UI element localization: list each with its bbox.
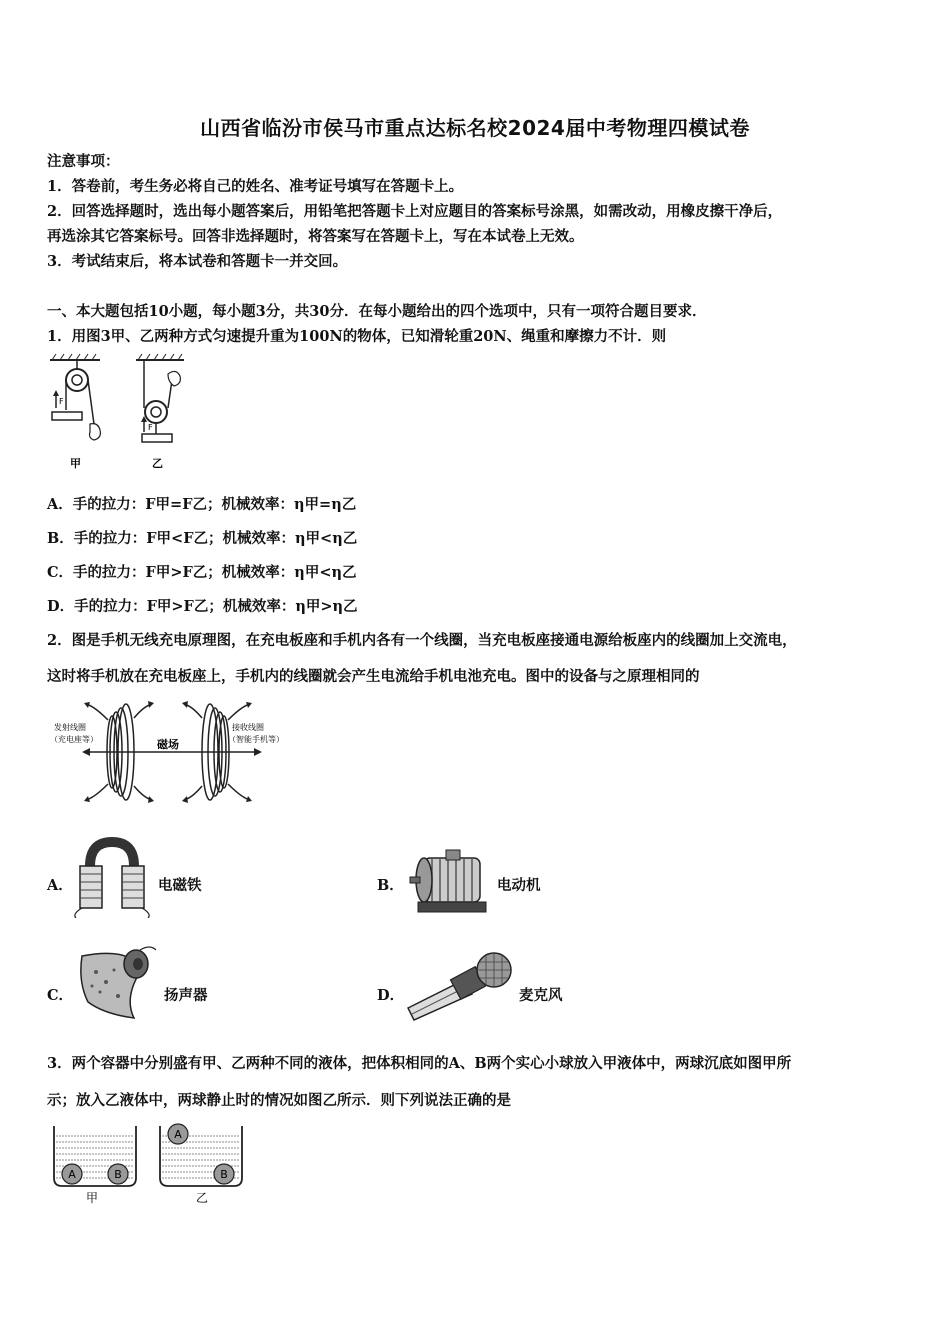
electromagnet-image [70,836,155,918]
option-label: B． [47,530,74,547]
ball-b-label: B [220,1168,228,1181]
question-2-stem: 这时将手机放在充电板座上，手机内的线圈就会产生电流给手机电池充电。图中的设备与之原理相同的 [47,668,700,685]
container-jia [54,1126,136,1205]
q2-option-a-label: A． [47,877,73,894]
microphone-image [404,950,518,1024]
option-label: C． [47,564,74,581]
transmit-coil-label: 发射线圈 [54,723,86,732]
fig-label-yi: 乙 [196,1191,209,1205]
option-label: D． [47,598,75,615]
notice-item: 再选涂其它答案标号。回答非选择题时，将答案写在答题卡上，写在本试卷上无效。 [47,228,584,245]
question-3-stem: 3．两个容器中分别盛有甲、乙两种不同的液体，把体积相同的A、B两个实心小球放入甲液体中，两球沉底如图甲所 [47,1055,792,1072]
question-1-stem: 1．用图3甲、乙两种方式匀速提升重为100N的物体，已知滑轮重20N、绳重和摩擦力不计．则 [47,328,667,345]
notice-item: 1．答卷前，考生务必将自己的姓名、准考证号填写在答题卡上。 [47,178,464,195]
option-text: 手的拉力：F甲=F乙；机械效率：η甲=η乙 [72,496,357,513]
receive-coil-sublabel: （智能手机等） [228,735,284,744]
arrow-right-icon [254,748,262,756]
q1-option-b [47,530,357,548]
notice-heading: 注意事项： [47,153,120,170]
magnetic-field-label: 磁场 [157,738,179,751]
q2-option-b-label: B． [377,877,404,894]
receive-coil-label: 接收线圈 [232,723,264,732]
option-text: 手的拉力：F甲>F乙；机械效率：η甲>η乙 [74,598,358,615]
fig-label-jia: 甲 [70,457,81,470]
svg-text:F: F [59,397,64,406]
q2-option-c-text: 扬声器 [164,987,208,1004]
option-label: A． [47,496,73,513]
q2-option-d-label: D． [377,987,405,1004]
fig-label-jia: 甲 [86,1191,99,1205]
section-heading: 一、本大题包括10小题，每小题3分，共30分．在每小题给出的四个选项中，只有一项符合题目要求． [47,303,707,320]
loudspeaker-image [74,942,164,1022]
notice-item: 2．回答选择题时，选出每小题答案后，用铅笔把答题卡上对应题目的答案标号涂黑，如需改动，用橡皮擦干净后， [47,203,783,220]
wireless-charging-figure [48,700,298,808]
page-title: 山西省临汾市侯马市重点达标名校2024届中考物理四模试卷 [200,116,750,140]
fig-label-yi: 乙 [152,457,163,470]
notice-item: 3．考试结束后，将本试卷和答题卡一并交回。 [47,253,348,270]
q2-option-a-text: 电磁铁 [158,877,202,894]
container-yi [160,1124,242,1205]
q2-option-b-text: 电动机 [497,877,541,894]
q1-option-c [47,564,357,582]
q2-option-d-text: 麦克风 [519,987,563,1004]
option-text: 手的拉力：F甲>F乙；机械效率：η甲<η乙 [73,564,357,581]
fixed-pulley-diagram [50,354,100,470]
q1-option-a [47,496,356,514]
svg-text:F: F [148,423,153,432]
buoyancy-figure [48,1122,248,1206]
movable-pulley-diagram [136,354,184,470]
ball-a-label: A [174,1128,182,1141]
electric-motor-image [406,846,496,918]
transmit-coil-sublabel: （充电座等） [50,735,98,744]
q1-option-d [47,598,358,616]
pulley-figure [44,352,194,474]
option-text: 手的拉力：F甲<F乙；机械效率：η甲<η乙 [73,530,358,547]
arrow-left-icon [82,748,90,756]
q2-option-c-label: C． [47,987,74,1004]
question-3-stem: 示；放入乙液体中，两球静止时的情况如图乙所示．则下列说法正确的是 [47,1092,511,1109]
question-2-stem: 2．图是手机无线充电原理图，在充电板座和手机内各有一个线圈，当充电板座接通电源给板座内的线圈加上交流电， [47,632,797,649]
ball-b-label: B [114,1168,122,1181]
ball-a-label: A [68,1168,76,1181]
